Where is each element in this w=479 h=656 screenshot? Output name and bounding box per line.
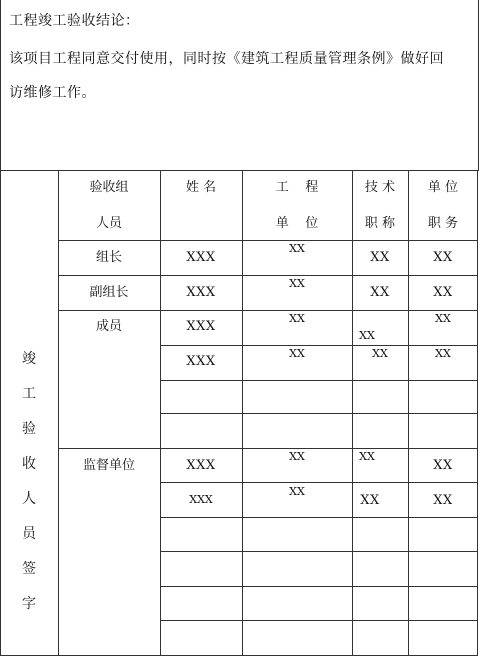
deputy-name: XXX xyxy=(186,285,216,300)
supervisor-2-job: XX xyxy=(433,493,453,508)
row-line xyxy=(160,586,478,587)
row-line xyxy=(160,380,478,381)
row-line xyxy=(160,482,478,483)
header-group-line1: 验收组 xyxy=(89,180,129,195)
row-line xyxy=(160,413,478,414)
role-supervisor: 监督单位 xyxy=(82,458,135,473)
row-line xyxy=(58,240,478,241)
side-char: 竣 xyxy=(22,351,36,367)
header-name: 姓 名 xyxy=(185,180,217,195)
conclusion-title: 工程竣工验收结论： xyxy=(9,13,140,29)
role-member: 成员 xyxy=(95,319,122,334)
supervisor-1-unit: XX xyxy=(289,450,305,463)
header-unit-line2: 单 位 xyxy=(275,216,319,231)
role-leader: 组长 xyxy=(95,250,122,265)
header-group-line2: 人员 xyxy=(95,216,122,231)
member-2-tech: XX xyxy=(372,347,388,360)
supervisor-2-name: XXX xyxy=(189,493,213,506)
supervisor-1-name: XXX xyxy=(186,458,216,473)
side-char: 工 xyxy=(22,386,36,402)
leader-unit: XX xyxy=(289,242,305,255)
side-char: 员 xyxy=(22,526,36,542)
header-tech-line2: 职 称 xyxy=(364,216,396,231)
deputy-tech: XX xyxy=(370,285,390,300)
side-char: 收 xyxy=(22,456,36,472)
row-line xyxy=(160,551,478,552)
side-char: 验 xyxy=(22,421,36,437)
conclusion-text xyxy=(9,42,471,110)
leader-tech: XX xyxy=(370,250,390,265)
supervisor-1-job: XX xyxy=(433,458,453,473)
role-deputy: 副组长 xyxy=(89,285,129,300)
member-2-job: XX xyxy=(435,347,451,360)
header-tech-line1: 技 术 xyxy=(364,180,396,195)
side-char: 字 xyxy=(22,596,36,612)
member-2-unit: XX xyxy=(289,347,305,360)
header-job-line2: 职 务 xyxy=(427,216,459,231)
table-border-left xyxy=(0,170,1,656)
side-char: 人 xyxy=(22,491,36,507)
conclusion-line-1: 该项目工程同意交付使用，同时按《建筑工程质量管理条例》做好回 xyxy=(9,51,444,67)
row-line xyxy=(58,448,478,449)
row-line xyxy=(58,310,478,311)
leader-job: XX xyxy=(433,250,453,265)
member-1-job: XX xyxy=(435,312,451,325)
row-line xyxy=(58,275,478,276)
supervisor-1-tech: XX xyxy=(359,450,375,463)
supervisor-2-tech: XX xyxy=(360,493,380,508)
conclusion-box xyxy=(0,0,479,171)
deputy-job: XX xyxy=(433,285,453,300)
member-2-name: XXX xyxy=(186,354,216,369)
header-job-line1: 单 位 xyxy=(427,180,459,195)
leader-name: XXX xyxy=(186,250,216,265)
conclusion-line-2: 访维修工作。 xyxy=(9,85,96,101)
row-line xyxy=(160,517,478,518)
table-divider-1 xyxy=(58,170,59,656)
row-line xyxy=(160,345,478,346)
deputy-unit: XX xyxy=(289,277,305,290)
signature-side-label xyxy=(14,342,44,622)
member-1-name: XXX xyxy=(186,319,216,334)
member-1-tech: XX xyxy=(359,329,375,342)
member-1-unit: XX xyxy=(289,312,305,325)
side-char: 签 xyxy=(22,561,36,577)
row-line xyxy=(160,620,478,621)
header-unit-line1: 工 程 xyxy=(275,180,319,195)
supervisor-2-unit: XX xyxy=(289,485,305,498)
